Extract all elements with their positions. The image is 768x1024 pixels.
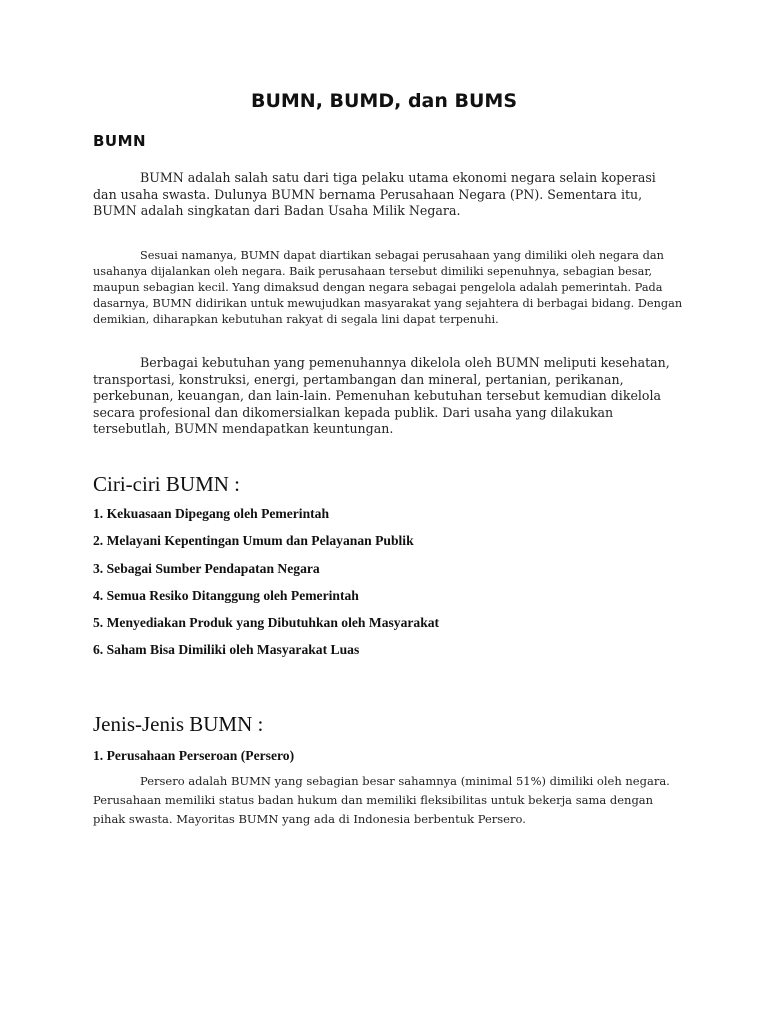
list-item: 6. Saham Bisa Dimiliki oleh Masyarakat Luas <box>93 642 360 658</box>
section-heading-ciri: Ciri-ciri BUMN : <box>93 472 240 496</box>
list-item: 2. Melayani Kepentingan Umum dan Pelayanan Publik <box>93 533 414 549</box>
paragraph-intro: BUMN adalah salah satu dari tiga pelaku utama ekonomi negara selain koperasi dan usaha swasta. Dulunya BUMN bernama Perusahaan Negara (PN). Sementara itu, BUMN adalah singkatan dari Badan Usaha Milik Negara. <box>93 170 656 218</box>
section-heading-jenis: Jenis-Jenis BUMN : <box>93 712 264 736</box>
paragraph-definition: Sesuai namanya, BUMN dapat diartikan sebagai perusahaan yang dimiliki oleh negara dan usahanya dijalankan oleh negara. Baik perusahaan tersebut dimiliki sepenuhnya, sebagian besar, maupun sebagian kecil. Yang dimaksud dengan negara sebagai pengelola adalah pemerintah. Pada dasarnya, BUMN didirikan untuk mewujudkan masyarakat yang sejahtera di berbagai bidang. Dengan demikian, diharapkan kebutuhan rakyat di segala lini dapat terpenuhi. <box>93 249 683 326</box>
subheading-persero: 1. Perusahaan Perseroan (Persero) <box>93 748 295 763</box>
document-title: BUMN, BUMD, dan BUMS <box>250 90 518 112</box>
ciri-list <box>93 505 439 669</box>
paragraph-needs: Berbagai kebutuhan yang pemenuhannya dikelola oleh BUMN meliputi kesehatan, transportasi, konstruksi, energi, pertambangan dan mineral, pertanian, perikanan, perkebunan, keuangan, dan lain-lain. Pemenuhan kebutuhan tersebut kemudian dikelola secara profesional dan dikomersialkan kepada publik. Dari usaha yang dilakukan tersebutlah, BUMN mendapatkan keuntungan. <box>93 355 670 436</box>
list-item: 4. Semua Resiko Ditanggung oleh Pemerintah <box>93 587 359 603</box>
list-item: 1. Kekuasaan Dipegang oleh Pemerintah <box>93 506 330 521</box>
list-item: 5. Menyediakan Produk yang Dibutuhkan oleh Masyarakat <box>93 615 440 631</box>
paragraph-persero: Persero adalah BUMN yang sebagian besar sahamnya (minimal 51%) dimiliki oleh negara. Perusahaan memiliki status badan hukum dan memiliki fleksibilitas untuk bekerja sama dengan pihak swasta. Mayoritas BUMN yang ada di Indonesia berbentuk Persero. <box>93 774 670 826</box>
list-item: 3. Sebagai Sumber Pendapatan Negara <box>93 560 320 576</box>
section-heading-bumn: BUMN <box>93 132 147 150</box>
